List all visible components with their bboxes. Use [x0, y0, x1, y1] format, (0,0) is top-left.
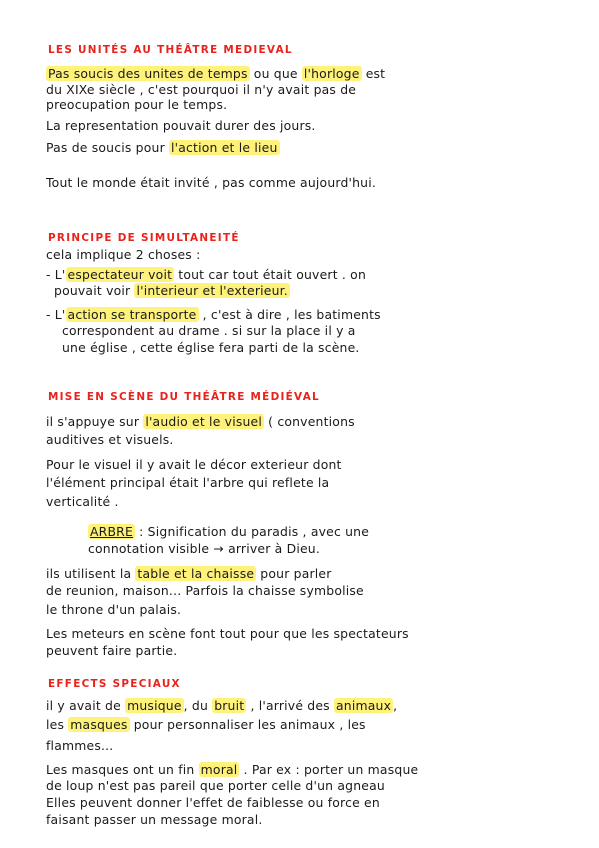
text-line: [46, 267, 366, 283]
text-line: [46, 307, 381, 323]
text-line: [46, 602, 181, 618]
text-segment: une église , cette église fera parti de la scène.: [62, 340, 360, 355]
text-line: [46, 626, 409, 642]
text-segment: pour parler: [256, 566, 332, 581]
text-segment: ou que: [249, 66, 302, 81]
text-segment: Elles peuvent donner l'effet de faiblesse ou force en: [46, 795, 380, 810]
text-segment: ils utilisent la: [46, 566, 136, 581]
text-segment: preocupation pour le temps.: [46, 97, 228, 112]
text-segment: de loup n'est pas pareil que porter celle d'un agneau: [46, 778, 385, 793]
text-segment: , c'est à dire , les batiments: [198, 307, 381, 322]
text-line: [46, 698, 397, 714]
section-heading-simultaneite: PRINCIPE DE SIMULTANEITÉ: [48, 232, 240, 244]
text-segment: connotation visible → arriver à Dieu.: [88, 541, 320, 556]
text-segment: . Par ex : porter un masque: [239, 762, 419, 777]
highlighted-text: moral: [200, 762, 238, 777]
text-segment: verticalité .: [46, 494, 119, 509]
highlighted-text: table et la chaisse: [137, 566, 255, 581]
text-segment: ,: [393, 698, 398, 713]
text-line: [46, 457, 342, 473]
text-line: [88, 541, 320, 557]
highlighted-text: l'interieur et l'exterieur.: [136, 283, 288, 298]
text-line: [46, 175, 376, 191]
text-line: [46, 812, 263, 828]
highlighted-text: l'horloge: [303, 66, 360, 81]
text-segment: La representation pouvait durer des jours.: [46, 118, 316, 133]
text-line: [46, 432, 174, 448]
text-line: [62, 340, 360, 356]
text-segment: pour personnaliser les animaux , les: [129, 717, 366, 732]
text-segment: auditives et visuels.: [46, 432, 174, 447]
section-heading-mise-en-scene: MISE EN SCÈNE DU THÉÂTRE MÉDIÉVAL: [48, 391, 320, 403]
text-segment: cela implique 2 choses :: [46, 247, 201, 262]
text-segment: ( conventions: [264, 414, 355, 429]
highlighted-text: masques: [70, 717, 128, 732]
text-line: [46, 583, 364, 599]
text-segment: il y avait de: [46, 698, 126, 713]
text-line: [88, 524, 369, 540]
text-line: [46, 762, 418, 778]
text-segment: Tout le monde était invité , pas comme aujourd'hui.: [46, 175, 377, 190]
text-segment: Pas de soucis pour: [46, 140, 169, 155]
text-line: [46, 140, 280, 156]
text-line: [46, 778, 385, 794]
text-line: [46, 643, 177, 659]
text-line: [46, 66, 385, 82]
text-line: [46, 738, 113, 754]
text-segment: de reunion, maison... Parfois la chaisse symbolise: [46, 583, 364, 598]
text-line: [46, 475, 329, 491]
text-line: [46, 118, 316, 134]
text-segment: il s'appuye sur: [46, 414, 144, 429]
section-heading-unites: LES UNITÉS AU THÉÂTRE MEDIEVAL: [48, 44, 293, 56]
highlighted-text: l'audio et le visuel: [145, 414, 263, 429]
text-segment: tout car tout était ouvert . on: [174, 267, 367, 282]
highlighted-text: bruit: [214, 698, 245, 713]
text-segment: Les meteurs en scène font tout pour que les spectateurs: [46, 626, 409, 641]
text-segment: le throne d'un palais.: [46, 602, 182, 617]
text-segment: Pour le visuel il y avait le décor exterieur dont: [46, 457, 342, 472]
text-segment: , l'arrivé des: [246, 698, 334, 713]
text-segment: flammes...: [46, 738, 114, 753]
text-segment: faisant passer un message moral.: [46, 812, 263, 827]
highlighted-text: espectateur voit: [67, 267, 173, 282]
section-heading-effects-speciaux: EFFECTS SPECIAUX: [48, 678, 181, 690]
text-line: [46, 97, 227, 113]
text-line: [62, 323, 356, 339]
highlighted-text: Pas soucis des unites de temps: [48, 66, 248, 81]
text-segment: l'élément principal était l'arbre qui reflete la: [46, 475, 330, 490]
text-line: [46, 566, 332, 582]
text-segment: pouvait voir: [54, 283, 135, 298]
text-line: [46, 414, 355, 430]
highlighted-text: musique: [127, 698, 182, 713]
text-segment: est: [361, 66, 386, 81]
text-line: [46, 494, 119, 510]
text-segment: les: [46, 717, 69, 732]
text-segment: du XIXe siècle , c'est pourquoi il n'y avait pas de: [46, 82, 357, 97]
text-line: [46, 717, 366, 733]
highlighted-text: animaux: [335, 698, 392, 713]
text-segment: , du: [183, 698, 213, 713]
text-segment: - L': [46, 267, 66, 282]
text-segment: : Signification du paradis , avec une: [135, 524, 370, 539]
highlighted-text: l'action et le lieu: [171, 140, 278, 155]
text-segment: - L': [46, 307, 66, 322]
text-line: [54, 283, 290, 299]
highlighted-text: action se transporte: [67, 307, 197, 322]
text-line: [46, 795, 380, 811]
text-segment: Les masques ont un fin: [46, 762, 199, 777]
highlighted-text: ARBRE: [90, 524, 134, 539]
text-line: [46, 247, 200, 263]
text-segment: peuvent faire partie.: [46, 643, 178, 658]
text-line: [46, 82, 356, 98]
text-segment: correspondent au drame . si sur la place il y a: [62, 323, 356, 338]
